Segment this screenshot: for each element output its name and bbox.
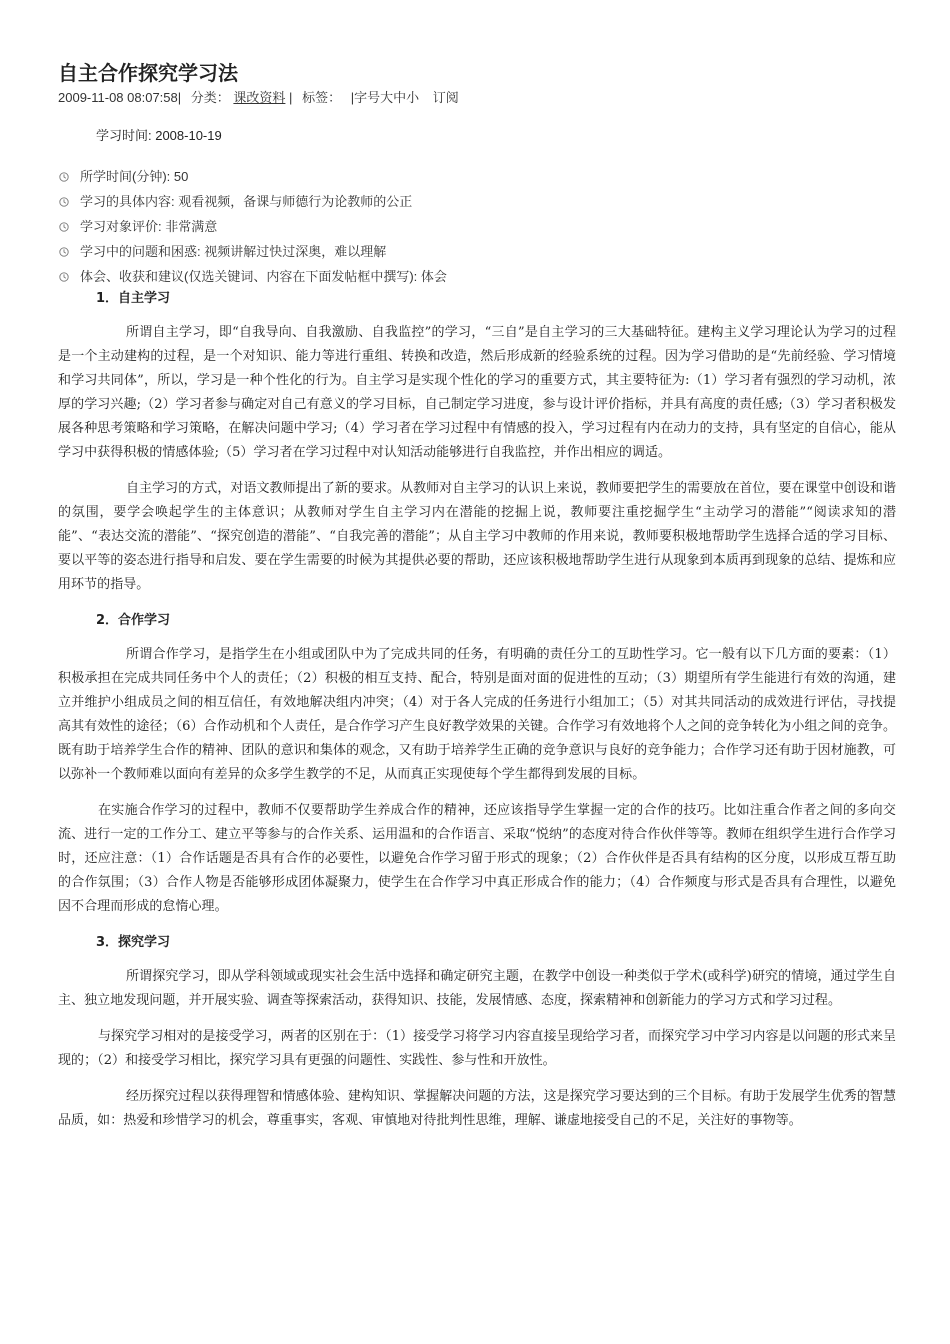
study-fields <box>58 164 896 289</box>
article <box>58 58 896 1133</box>
tags-label: 标签： <box>302 90 342 105</box>
field-item <box>58 214 896 239</box>
field-text: 所学时间(分钟): 50 <box>80 169 189 184</box>
meta-separator: | <box>289 90 293 105</box>
category-label: 分类： <box>190 90 230 105</box>
field-text: 体会、收获和建议(仅选关键词、内容在下面发帖框中撰写): 体会 <box>80 269 447 284</box>
section-heading-self-study: 1．自主学习 <box>96 291 171 306</box>
field-item <box>58 189 896 214</box>
article-meta <box>58 88 896 108</box>
field-text: 学习的具体内容: 观看视频，备课与师德行为论教师的公正 <box>80 194 413 209</box>
study-time: 学习时间: 2008-10-19 <box>96 128 222 143</box>
paragraph: 在实施合作学习的过程中，教师不仅要帮助学生养成合作的精神，还应该指导学生掌握一定的合作的技巧。比如注重合作者之间的多向交流、进行一定的工作分工、建立平等参与的合作关系、运用温和的合作语言、采取“悦纳”的态度对待合作伙伴等等。教师在组织学生进行合作学习时，还应注意：（1）合作话题是否具有合作的必要性，以避免合作学习留于形式的现象；（2）合作伙伴是否具有结构的区分度，以形成互帮互助的合作氛围；（3）合作人物是否能够形成团体凝聚力，使学生在合作学习中真正形成合作的能力；（4）合作频度与形式是否具有合理性，以避免因不合理而形成的怠惰心理。 <box>58 803 896 914</box>
paragraph: 自主学习的方式，对语文教师提出了新的要求。从教师对自主学习的认识上来说，教师要把学生的需要放在首位，要在课堂中创设和谐的氛围，要学会唤起学生的主体意识；从教师对学生自主学习内在潜能的挖掘上说，教师要注重挖掘学生“主动学习的潜能”“阅读求知的潜能”、“表达交流的潜能”、“探究创造的潜能”、“自我完善的潜能”；从自主学习中教师的作用来说，教师要积极地帮助学生选择合适的学习目标、要以平等的姿态进行指导和启发、要在学生需要的时候为其提供必要的帮助，还应该积极地帮助学生进行从现象到本质再到现象的总结、提炼和应用环节的指导。 <box>58 481 896 592</box>
category-link[interactable]: 课改资料 <box>233 90 286 105</box>
paragraph: 所谓合作学习，是指学生在小组或团队中为了完成共同的任务，有明确的责任分工的互助性学习。它一般有以下几方面的要素：（1）积极承担在完成共同任务中个人的责任；（2）积极的相互支持、配合，特别是面对面的促进性的互动；（3）期望所有学生能进行有效的沟通，建立并维护小组成员之间的相互信任，有效地解决组内冲突；（4）对于各人完成的任务进行小组加工；（5）对其共同活动的成效进行评估，寻找提高其有效性的途径；（6）合作动机和个人责任，是合作学习产生良好教学效果的关键。合作学习有效地将个人之间的竞争转化为小组之间的竞争。既有助于培养学生合作的精神、团队的意识和集体的观念，又有助于培养学生正确的竞争意识与良好的竞争能力；合作学习还有助于因材施教，可以弥补一个教师难以面向有差异的众多学生教学的不足，从而真正实现使每个学生都得到发展的目标。 <box>58 647 896 782</box>
font-size-label: |字号 <box>350 90 381 105</box>
article-title: 自主合作探究学习法 <box>58 61 238 85</box>
font-size-medium-link[interactable]: 中 <box>393 90 407 105</box>
post-datetime: 2009-11-08 08:07:58| <box>58 90 182 105</box>
subscribe-link[interactable]: 订阅 <box>432 90 459 105</box>
paragraph: 与探究学习相对的是接受学习，两者的区别在于：（1）接受学习将学习内容直接呈现给学习者，而探究学习中学习内容是以问题的形式来呈现的；（2）和接受学习相比，探究学习具有更强的问题性、实践性、参与性和开放性。 <box>58 1029 896 1068</box>
paragraph: 经历探究过程以获得理智和情感体验、建构知识、掌握解决问题的方法，这是探究学习要达到的三个目标。有助于发展学生优秀的智慧品质，如：热爱和珍惜学习的机会，尊重事实，客观、审慎地对待批判性思维，理解、谦虚地接受自己的不足，关注好的事物等。 <box>58 1089 896 1128</box>
section-heading-cooperative-study: 2．合作学习 <box>96 613 171 628</box>
field-item <box>58 239 896 264</box>
field-item <box>58 164 896 189</box>
font-size-small-link[interactable]: 小 <box>406 90 420 105</box>
field-item <box>58 264 896 289</box>
clock-icon <box>59 172 69 182</box>
clock-icon <box>59 222 69 232</box>
field-text: 学习中的问题和困惑: 视频讲解过快过深奥，难以理解 <box>80 244 387 259</box>
paragraph: 所谓探究学习，即从学科领域或现实社会生活中选择和确定研究主题，在教学中创设一种类似于学术(或科学)研究的情境，通过学生自主、独立地发现问题，并开展实验、调查等探索活动，获得知识、技能，发展情感、态度，探索精神和创新能力的学习方式和学习过程。 <box>58 969 896 1008</box>
paragraph: 所谓自主学习，即“自我导向、自我激励、自我监控”的学习，“三自”是自主学习的三大基础特征。建构主义学习理论认为学习的过程是一个主动建构的过程，是一个对知识、能力等进行重组、转换和改造，然后形成新的经验系统的过程。因为学习借助的是“先前经验、学习情境和学习共同体”，所以，学习是一种个性化的行为。自主学习是实现个性化的学习的重要方式，其主要特征为:（1）学习者有强烈的学习动机，浓厚的学习兴趣;（2）学习者参与确定对自己有意义的学习目标，自己制定学习进度，参与设计评价指标，并具有高度的责任感;（3）学习者积极发展各种思考策略和学习策略，在解决问题中学习;（4）学习者在学习过程中有情感的投入，学习过程有内在动力的支持，具有坚定的自信心，能从学习中获得积极的情感体验;（5）学习者在学习过程中对认知活动能够进行自我监控，并作出相应的调适。 <box>58 325 896 460</box>
field-text: 学习对象评价: 非常满意 <box>80 219 218 234</box>
section-heading-inquiry-study: 3．探究学习 <box>96 935 171 950</box>
font-size-large-link[interactable]: 大 <box>380 90 394 105</box>
clock-icon <box>59 272 69 282</box>
clock-icon <box>59 197 69 207</box>
clock-icon <box>59 247 69 257</box>
